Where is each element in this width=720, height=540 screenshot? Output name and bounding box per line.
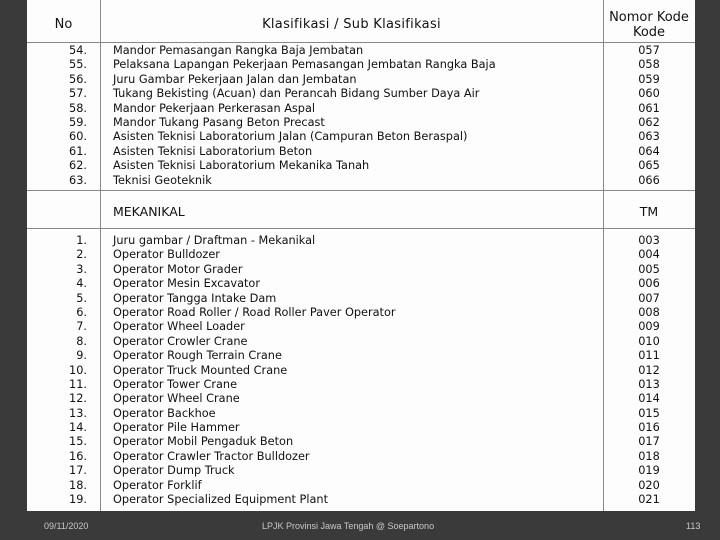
row-number: 18. — [69, 478, 87, 492]
header-kode — [603, 10, 695, 40]
header-divider — [27, 42, 695, 43]
row-code: 004 — [638, 248, 660, 262]
row-code: 061 — [638, 101, 660, 115]
row-number: 54. — [69, 44, 87, 57]
row-classification: Operator Pile Hammer — [113, 421, 240, 435]
row-number: 5. — [76, 291, 87, 305]
row-number: 12. — [69, 392, 87, 406]
row-number: 10. — [69, 363, 87, 377]
row-classification: Operator Specialized Equipment Plant — [113, 493, 329, 507]
group1-codes — [617, 44, 681, 188]
row-classification: Operator Rough Terrain Crane — [113, 349, 282, 363]
row-number: 8. — [76, 334, 87, 348]
row-code: 014 — [638, 392, 660, 406]
row-code: 021 — [638, 493, 660, 507]
row-code: 066 — [638, 173, 660, 187]
row-code: 020 — [638, 478, 660, 492]
header-kode-line1: Nomor Kode — [609, 10, 689, 25]
group-divider — [27, 190, 695, 191]
row-classification: Mandor Tukang Pasang Beton Precast — [113, 115, 325, 129]
group2-names — [113, 234, 593, 507]
row-classification: Operator Tangga Intake Dam — [113, 291, 277, 305]
row-number: 59. — [69, 115, 87, 129]
row-code: 009 — [638, 320, 660, 334]
row-code: 060 — [638, 87, 660, 101]
row-classification: Operator Mobil Pengaduk Beton — [113, 435, 294, 449]
row-code: 006 — [638, 277, 660, 291]
row-classification: Operator Forklif — [113, 478, 202, 492]
row-number: 4. — [76, 277, 87, 291]
row-number: 57. — [69, 87, 87, 101]
row-code: 007 — [638, 291, 660, 305]
row-code: 057 — [638, 44, 660, 57]
row-number: 19. — [69, 493, 87, 507]
row-classification: Tukang Bekisting (Acuan) dan Perancah Bidang Sumber Daya Air — [113, 87, 480, 101]
row-classification: Asisten Teknisi Laboratorium Jalan (Campuran Beton Beraspal) — [113, 130, 468, 144]
row-code: 011 — [638, 349, 660, 363]
row-code: 008 — [638, 305, 660, 319]
header-no: No — [54, 17, 73, 32]
header-kode-line2: Kode — [632, 25, 666, 40]
row-number: 1. — [76, 234, 87, 247]
row-number: 58. — [69, 101, 87, 115]
row-number: 60. — [69, 130, 87, 144]
row-classification: Operator Road Roller / Road Roller Paver Operator — [113, 305, 396, 319]
row-number: 7. — [76, 320, 87, 334]
header-klasifikasi: Klasifikasi / Sub Klasifikasi — [262, 17, 441, 32]
row-classification: Teknisi Geoteknik — [113, 173, 212, 187]
footer-center: LPJK Provinsi Jawa Tengah @ Soepartono — [262, 521, 435, 531]
row-code: 062 — [638, 115, 660, 129]
column-divider-no — [100, 0, 101, 511]
section-divider — [27, 228, 695, 229]
row-classification: Asisten Teknisi Laboratorium Mekanika Tanah — [113, 159, 370, 173]
row-code: 016 — [638, 421, 660, 435]
row-classification: Operator Crawler Tractor Bulldozer — [113, 449, 310, 463]
row-code: 064 — [638, 144, 660, 158]
row-classification: Operator Backhoe — [113, 406, 216, 420]
section-code: TM — [639, 204, 659, 219]
row-classification: Operator Wheel Loader — [113, 320, 245, 334]
row-classification: Mandor Pekerjaan Perkerasan Aspal — [113, 101, 316, 115]
row-number: 11. — [69, 377, 87, 391]
row-code: 019 — [638, 464, 660, 478]
row-code: 063 — [638, 130, 660, 144]
row-number: 3. — [76, 262, 87, 276]
row-classification: Juru gambar / Draftman - Mekanikal — [113, 234, 316, 247]
row-classification: Operator Mesin Excavator — [113, 277, 260, 291]
row-code: 012 — [638, 363, 660, 377]
row-number: 15. — [69, 435, 87, 449]
row-number: 62. — [69, 159, 87, 173]
row-code: 003 — [638, 234, 660, 247]
row-code: 005 — [638, 262, 660, 276]
row-number: 9. — [76, 349, 87, 363]
group2-codes — [617, 234, 681, 507]
row-classification: Operator Tower Crane — [113, 377, 238, 391]
row-code: 018 — [638, 449, 660, 463]
row-code: 010 — [638, 334, 660, 348]
group1-numbers — [31, 44, 87, 188]
row-classification: Operator Dump Truck — [113, 464, 235, 478]
row-number: 2. — [76, 248, 87, 262]
row-number: 63. — [69, 173, 87, 187]
classification-table — [27, 0, 695, 511]
row-classification: Operator Wheel Crane — [113, 392, 240, 406]
row-code: 015 — [638, 406, 660, 420]
section-title: MEKANIKAL — [113, 204, 185, 219]
row-classification: Juru Gambar Pekerjaan Jalan dan Jembatan — [113, 72, 357, 86]
footer-page: 113 — [686, 521, 701, 531]
row-classification: Pelaksana Lapangan Pekerjaan Pemasangan Jembatan Rangka Baja — [113, 58, 496, 72]
row-number: 56. — [69, 72, 87, 86]
column-divider-code — [603, 0, 604, 511]
footer-date: 09/11/2020 — [44, 521, 89, 531]
row-number: 14. — [69, 421, 87, 435]
row-classification: Operator Bulldozer — [113, 248, 220, 262]
row-code: 013 — [638, 377, 660, 391]
row-code: 017 — [638, 435, 660, 449]
group1-names — [113, 44, 593, 188]
row-number: 61. — [69, 144, 87, 158]
row-code: 065 — [638, 159, 660, 173]
row-number: 17. — [69, 464, 87, 478]
row-number: 55. — [69, 58, 87, 72]
group2-numbers — [31, 234, 87, 507]
row-classification: Operator Truck Mounted Crane — [113, 363, 288, 377]
row-classification: Operator Motor Grader — [113, 262, 243, 276]
row-code: 059 — [638, 72, 660, 86]
row-number: 6. — [76, 305, 87, 319]
row-number: 13. — [69, 406, 87, 420]
row-classification: Mandor Pemasangan Rangka Baja Jembatan — [113, 44, 364, 57]
row-classification: Asisten Teknisi Laboratorium Beton — [113, 144, 313, 158]
row-classification: Operator Crowler Crane — [113, 334, 248, 348]
row-number: 16. — [69, 449, 87, 463]
row-code: 058 — [638, 58, 660, 72]
